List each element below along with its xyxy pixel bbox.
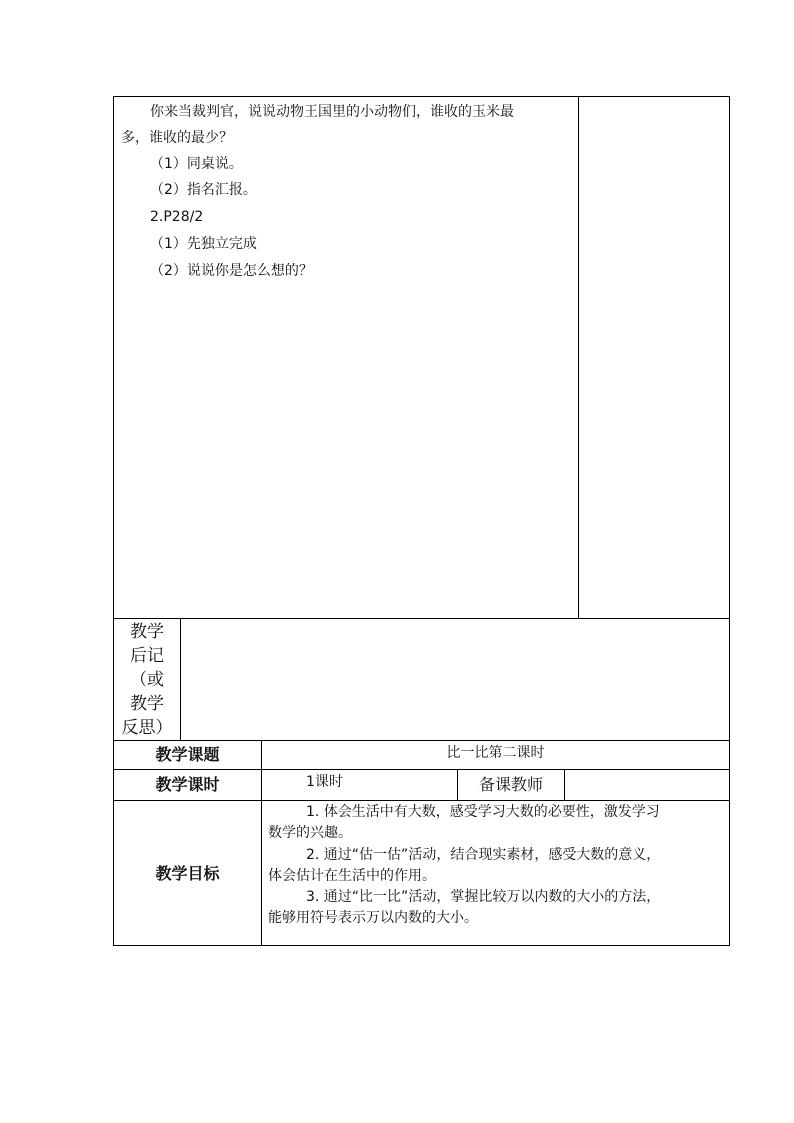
grid-line: [113, 96, 114, 946]
grid-line: [113, 945, 730, 946]
label-line: （或: [130, 670, 164, 690]
grid-line: [261, 740, 262, 946]
label-line: 教学: [130, 622, 164, 642]
teacher-label: 备课教师: [478, 775, 543, 794]
text-line: （2）说说你是怎么想的？: [150, 263, 313, 279]
grid-line: [113, 618, 730, 619]
text-line: （1）先独立完成: [150, 236, 257, 252]
objectives-label: 教学目标: [155, 864, 220, 883]
grid-line: [113, 769, 730, 770]
grid-line: [729, 96, 730, 946]
text-line: （2）指名汇报。: [150, 182, 257, 198]
text-line: 2.P28/2: [150, 209, 204, 225]
objective-line: 1. 体会生活中有大数，感受学习大数的必要性，激发学习: [306, 804, 660, 820]
objective-line: 能够用符号表示万以内数的大小。: [268, 910, 478, 926]
text-line: 你来当裁判官，说说动物王国里的小动物们，谁收的玉米最: [150, 104, 514, 120]
grid-line: [578, 96, 579, 619]
objective-line: 3. 通过“比一比”活动，掌握比较万以内数的大小的方法，: [306, 889, 661, 905]
lesson-hours-label: 教学课时: [155, 775, 220, 794]
grid-line: [113, 96, 730, 97]
label-line: 后记: [130, 646, 164, 666]
objective-line: 2. 通过“估一估”活动，结合现实素材，感受大数的意义，: [306, 847, 661, 863]
label-line: 反思）: [121, 718, 173, 738]
text-line: （1）同桌说。: [150, 156, 243, 172]
grid-line: [564, 769, 565, 801]
objective-line: 数学的兴趣。: [268, 825, 352, 841]
lesson-topic-label: 教学课题: [155, 745, 220, 764]
text-line: 多，谁收的最少？: [121, 130, 233, 146]
grid-line: [180, 618, 181, 741]
lesson-topic-value[interactable]: 比一比第二课时: [446, 745, 545, 761]
label-line: 教学: [130, 694, 164, 714]
lesson-hours-value[interactable]: 1课时: [306, 774, 343, 790]
objective-line: 体会估计在生活中的作用。: [268, 868, 436, 884]
